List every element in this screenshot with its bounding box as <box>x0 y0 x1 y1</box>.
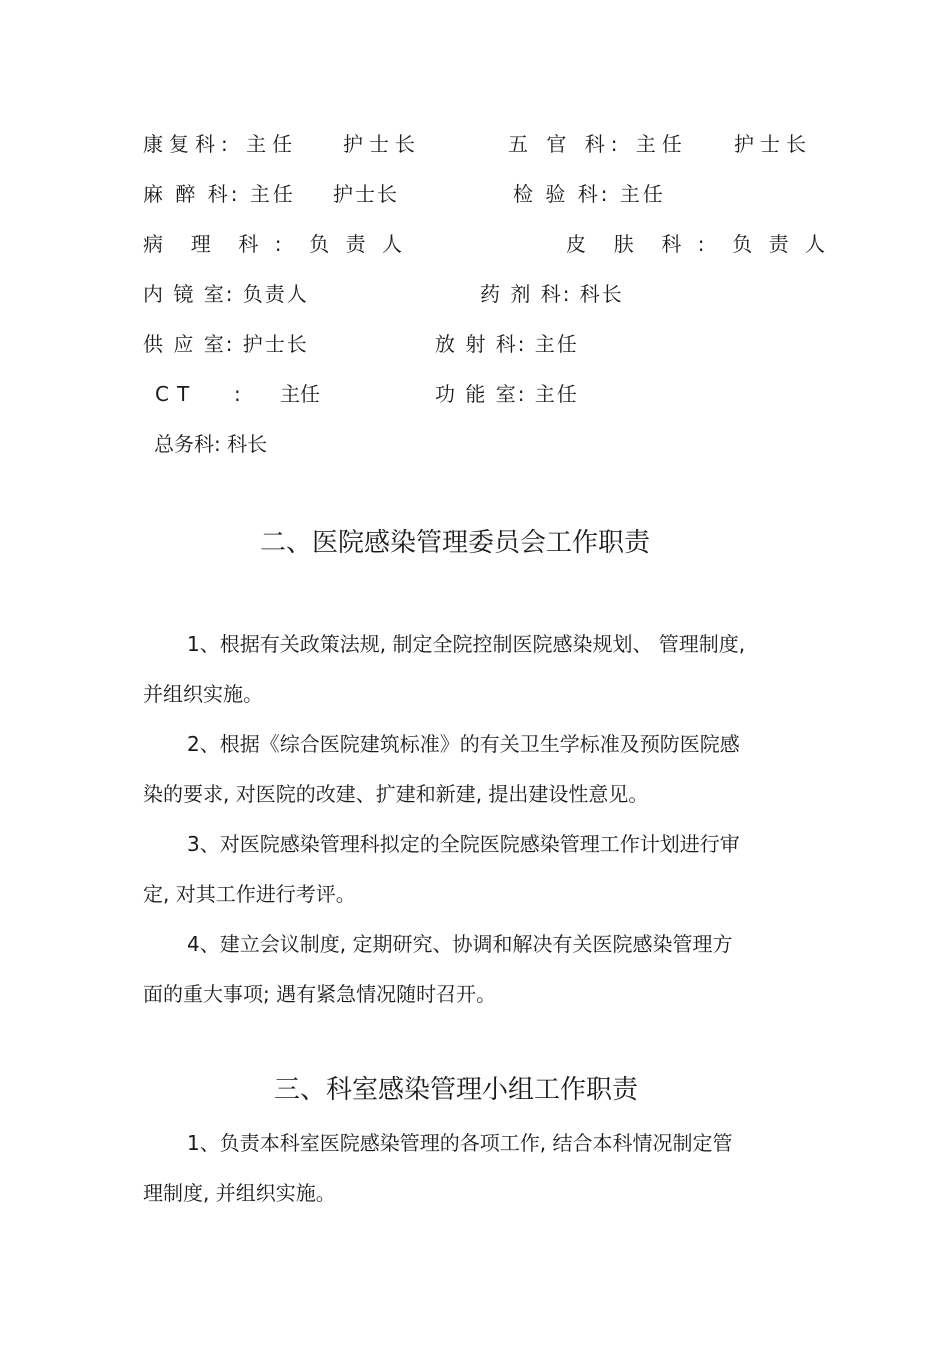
roster-pharmacy: 药 剂 科: 科长 <box>480 282 624 306</box>
section2-item-4-line2: 面的重大事项; 遇有紧急情况随时召开。 <box>143 982 497 1006</box>
roster-rehab: 康复科: 主任 <box>143 132 299 156</box>
roster-radiology: 放 射 科: 主任 <box>435 332 579 356</box>
section2-heading: 二、医院感染管理委员会工作职责 <box>260 528 651 558</box>
roster-ct-colon: : <box>234 382 241 406</box>
roster-pathology: 病 理 科 : 负 责 人 <box>143 232 407 256</box>
section3-item-1-line2: 理制度, 并组织实施。 <box>143 1181 336 1205</box>
section3-heading: 三、科室感染管理小组工作职责 <box>274 1075 639 1105</box>
roster-ct-director: 主任 <box>280 382 320 406</box>
roster-anesthesia: 麻 醉 科: 主任 <box>143 182 296 206</box>
roster-anesthesia-nurse: 护士长 <box>333 182 399 206</box>
section2-item-1-line1: 1、根据有关政策法规, 制定全院控制医院感染规划、 管理制度, <box>187 632 746 656</box>
roster-dermatology: 皮 肤 科 : 负 责 人 <box>566 232 830 256</box>
section2-item-3-line2: 定, 对其工作进行考评。 <box>143 882 356 906</box>
roster-general-affairs: 总务科: 科长 <box>154 432 268 456</box>
roster-ent-nurse: 护士长 <box>734 132 812 156</box>
roster-ent: 五 官 科: 主任 <box>508 132 688 156</box>
roster-endoscopy: 内 镜 室: 负责人 <box>143 282 309 306</box>
section3-item-1-line1: 1、负责本科室医院感染管理的各项工作, 结合本科情况制定管 <box>187 1131 733 1155</box>
section2-item-2-line1: 2、根据《综合医院建筑标准》的有关卫生学标准及预防医院感 <box>187 732 740 756</box>
roster-rehab-nurse: 护士长 <box>343 132 421 156</box>
roster-supply: 供 应 室: 护士长 <box>143 332 309 356</box>
roster-ct: CT <box>155 382 198 406</box>
section2-item-3-line1: 3、对医院感染管理科拟定的全院医院感染管理工作计划进行审 <box>187 832 740 856</box>
section2-item-1-line2: 并组织实施。 <box>143 682 263 706</box>
section2-item-4-line1: 4、建立会议制度, 定期研究、协调和解决有关医院感染管理方 <box>187 932 733 956</box>
section2-item-2-line2: 染的要求, 对医院的改建、扩建和新建, 提出建设性意见。 <box>143 782 649 806</box>
roster-lab: 检 验 科: 主任 <box>513 182 666 206</box>
roster-function-room: 功 能 室: 主任 <box>435 382 579 406</box>
